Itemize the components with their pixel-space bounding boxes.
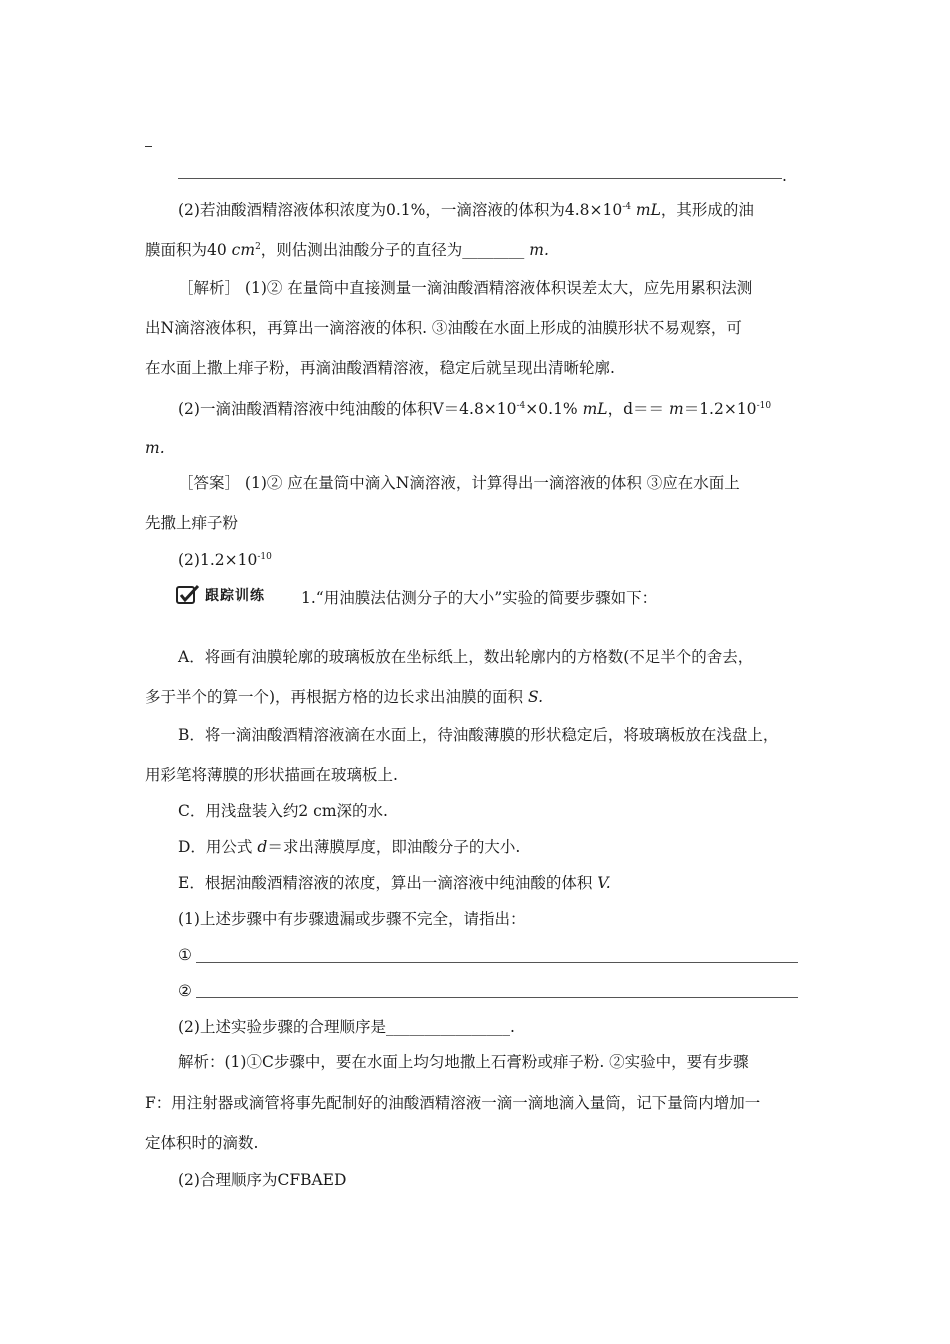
answer-line-3: $(2)1.2\times 10^{-10}$ <box>178 551 272 569</box>
blank-1-line <box>196 962 798 963</box>
analysis-line-1: ［解析］ (1)② 在量筒中直接测量一滴油酸酒精溶液体积误差太大，应先用累积法测 <box>178 279 753 297</box>
step-b-line-1: B．将一滴油酸酒精溶液滴在水面上，待油酸薄膜的形状稳定后，将玻璃板放在浅盘上， <box>178 726 779 744</box>
solution-line-1: 解析：(1)①C步骤中，要在水面上均匀地撒上石膏粉或痱子粉. ②实验中，要有步骤 <box>178 1053 749 1071</box>
question-1-title: 1.“用油膜法估测分子的大小”实验的简要步骤如下： <box>301 589 658 607</box>
solution-line-3: 定体积时的滴数. <box>145 1134 259 1152</box>
answer-line-1: ［答案］ (1)② 应在量筒中滴入N滴溶液，计算得出一滴溶液的体积 ③应在水面上 <box>178 474 740 492</box>
solution-line-4: (2)合理顺序为CFBAED <box>178 1171 347 1189</box>
step-a-line-2: 多于半个的算一个)，再根据方格的边长求出油膜的面积 S. <box>145 688 543 706</box>
top-dash-mark <box>145 146 152 147</box>
line-end-period: . <box>782 167 787 185</box>
badge-label: 跟踪训练 <box>205 588 265 604</box>
answer-line-2: 先撒上痱子粉 <box>145 514 239 532</box>
follow-up-training-badge <box>175 583 265 607</box>
question-1-part-2: (2)上述实验步骤的合理顺序是________________. <box>178 1018 515 1036</box>
analysis-line-5: m. <box>145 439 165 457</box>
checkmark-icon <box>175 584 201 606</box>
step-b-line-2: 用彩笔将薄膜的形状描画在玻璃板上. <box>145 766 398 784</box>
analysis-line-3: 在水面上撒上痱子粉，再滴油酸酒精溶液，稳定后就呈现出清晰轮廓. <box>145 359 615 377</box>
question-2-line-2: 膜面积为40 $cm^2$，则估测出油酸分子的直径为________ m. <box>145 241 549 259</box>
blank-2-label: ② <box>178 982 192 1000</box>
question-1-part-1: (1)上述步骤中有步骤遗漏或步骤不完全，请指出： <box>178 910 526 928</box>
blank-2-line <box>196 997 798 998</box>
question-2-line-1: (2)若油酸酒精溶液体积浓度为0.1%，一滴溶液的体积为$4.8\times 10^{-4}$ mL，其形成的油 <box>178 201 754 219</box>
analysis-line-4: (2)一滴油酸酒精溶液中纯油酸的体积$V=4.8\times 10^{-4}\times 0.1\%$ mL，$d== m=1.2\times 10^{-10}$ <box>178 400 772 418</box>
solution-line-2: F：用注射器或滴管将事先配制好的油酸酒精溶液一滴一滴地滴入量筒，记下量筒内增加一 <box>145 1094 761 1112</box>
step-d: D．用公式 d＝求出薄膜厚度，即油酸分子的大小. <box>178 838 521 856</box>
analysis-line-2: 出N滴溶液体积，再算出一滴溶液的体积. ③油酸在水面上形成的油膜形状不易观察，可 <box>145 319 742 337</box>
step-a-line-1: A．将画有油膜轮廓的玻璃板放在坐标纸上，数出轮廓内的方格数(不足半个的舍去， <box>178 648 754 666</box>
blank-1-label: ① <box>178 946 192 964</box>
step-c: C．用浅盘装入约2 cm深的水. <box>178 802 388 820</box>
answer-blank-line <box>178 178 782 179</box>
step-e: E．根据油酸酒精溶液的浓度，算出一滴溶液中纯油酸的体积 V. <box>178 874 611 892</box>
